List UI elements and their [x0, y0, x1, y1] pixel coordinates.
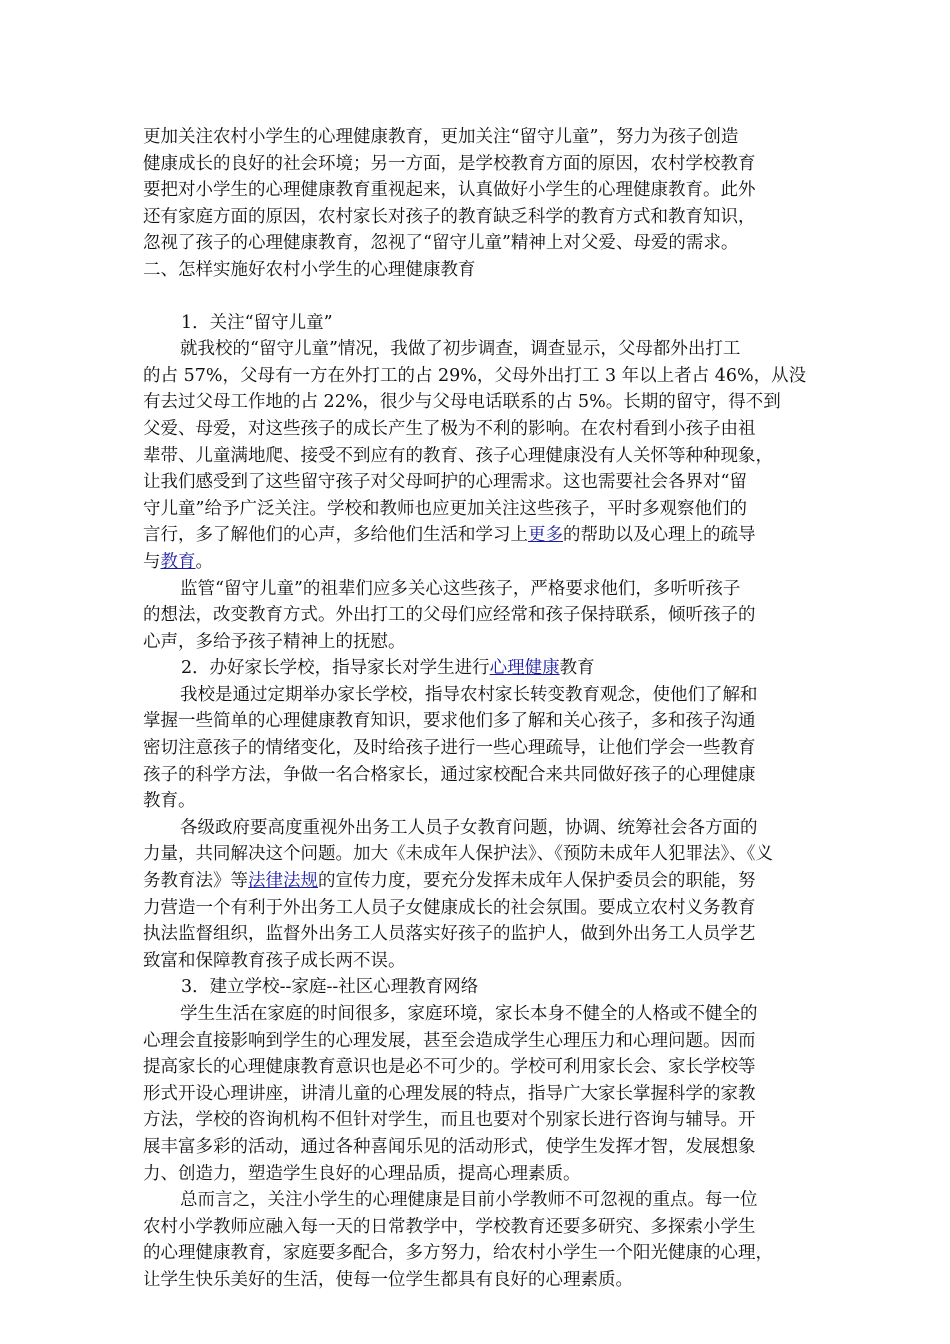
text-line: 健康成长的良好的社会环境；另一方面，是学校教育方面的原因，农村学校教育	[143, 153, 756, 174]
text-line: 守儿童”给予广泛关注。学校和教师也应更加关注这些孩子，平时多观察他们的	[143, 498, 747, 519]
text-segment: 与	[143, 551, 161, 572]
laws-link[interactable]: 法律法规	[248, 871, 318, 892]
text-line: 教育。	[143, 791, 196, 812]
text-line: 执法监督组织，监督外出务工人员落实好孩子的监护人，做到外出务工人员学艺	[143, 924, 756, 945]
subsection-title-3: 3．建立学校--家庭--社区心理教育网络	[181, 977, 479, 998]
education-link[interactable]: 教育	[160, 551, 196, 572]
text-line: 总而言之，关注小学生的心理健康是目前小学教师不可忽视的重点。每一位	[180, 1190, 758, 1211]
text-line: 心理会直接影响到学生的心理发展，甚至会造成学生心理压力和心理问题。因而	[143, 1030, 756, 1051]
text-line: 有去过父母工作地的占 22%，很少与父母电话联系的占 5%。长期的留守，得不到	[143, 392, 781, 413]
text-line: 形式开设心理讲座，讲清儿童的心理发展的特点，指导广大家长掌握科学的家教	[143, 1083, 756, 1104]
text-line: 致富和保障教育孩子成长两不误。	[143, 950, 406, 971]
paragraph-left-behind-survey	[143, 336, 811, 575]
text-line: 的占 57%，父母有一方在外打工的占 29%，父母外出打工 3 年以上者占 46%，从没	[143, 365, 807, 386]
subsection-title-1: 1．关注“留守儿童”	[181, 312, 333, 333]
text-line	[143, 549, 811, 576]
text-line: 辈带、儿童满地爬、接受不到应有的教育、孩子心理健康没有人关怀等种种现象，	[143, 445, 773, 466]
text-segment: 言行，多了解他们的心声，多给他们生活和学习上	[143, 525, 528, 546]
text-line: 学生生活在家庭的时间很多，家庭环境，家长本身不健全的人格或不健全的	[180, 1004, 758, 1024]
text-line: 力量，共同解决这个问题。加大《未成年人保护法》、《预防未成年人犯罪法》、《义	[143, 844, 773, 865]
text-line: 我校是通过定期举办家长学校，指导农村家长转变教育观念，使他们了解和	[180, 684, 758, 705]
text-line: 让学生快乐美好的生活，使每一位学生都具有良好的心理素质。	[143, 1269, 633, 1290]
paragraph-parent-school	[143, 682, 811, 815]
text-line: 忽视了孩子的心理健康教育，忽视了“留守儿童”精神上对父爱、母爱的需求。	[143, 233, 739, 254]
intro-paragraph	[143, 124, 811, 257]
paragraph-government	[143, 815, 811, 975]
text-line: 父爱、母爱，对这些孩子的成长产生了极为不利的影响。在农村看到小孩子由祖	[143, 418, 756, 439]
text-line: 的心理健康教育，家庭要多配合，多方努力，给农村小学生一个阳光健康的心理，	[143, 1243, 773, 1264]
text-line	[143, 868, 811, 895]
text-line: 监管“留守儿童”的祖辈们应多关心这些孩子，严格要求他们，多听听孩子	[180, 578, 741, 599]
text-line: 让我们感受到了这些留守孩子对父母呵护的心理需求。这也需要社会各界对“留	[143, 472, 747, 493]
text-line: 展丰富多彩的活动，通过各种喜闻乐见的活动形式，使学生发挥才智，发展想象	[143, 1136, 756, 1157]
text-segment: 教育	[559, 658, 595, 679]
text-segment: 的宣传力度，要充分发挥未成年人保护委员会的职能，努	[318, 871, 756, 892]
text-segment: 。	[195, 551, 213, 572]
text-segment: 务教育法》等	[143, 871, 248, 892]
text-line: 更加关注农村小学生的心理健康教育，更加关注“留守儿童”，努力为孩子创造	[143, 127, 739, 147]
text-line: 农村小学教师应融入每一天的日常教学中，学校教育还要多研究、多探索小学生	[143, 1216, 756, 1237]
paragraph-network	[143, 1001, 811, 1187]
paragraph-conclusion	[143, 1187, 811, 1293]
text-line	[143, 522, 811, 549]
section-heading: 二、怎样实施好农村小学生的心理健康教育	[143, 259, 476, 280]
text-line: 方法，学校的咨询机构不但针对学生，而且也要对个别家长进行咨询与辅导。开	[143, 1110, 756, 1131]
subsection-title-2	[143, 655, 811, 682]
more-link[interactable]: 更多	[528, 525, 563, 546]
text-line: 要把对小学生的心理健康教育重视起来，认真做好小学生的心理健康教育。此外	[143, 180, 756, 201]
text-line: 孩子的科学方法，争做一名合格家长，通过家校配合来共同做好孩子的心理健康	[143, 764, 756, 785]
text-line: 心声，多给予孩子精神上的抚慰。	[143, 631, 406, 652]
text-line: 密切注意孩子的情绪变化，及时给孩子进行一些心理疏导，让他们学会一些教育	[143, 738, 756, 759]
paragraph-grandparents	[143, 576, 811, 656]
text-line: 力营造一个有利于外出务工人员子女健康成长的社会氛围。要成立农村义务教育	[143, 897, 756, 918]
text-line: 各级政府要高度重视外出务工人员子女教育问题，协调、统筹社会各方面的	[180, 817, 758, 838]
mental-health-link[interactable]: 心理健康	[489, 658, 560, 679]
text-line: 就我校的“留守儿童”情况，我做了初步调查，调查显示，父母都外出打工	[180, 339, 741, 360]
text-line: 掌握一些简单的心理健康教育知识，要求他们多了解和关心孩子，多和孩子沟通	[143, 711, 756, 732]
text-segment: 的帮助以及心理上的疏导	[563, 525, 756, 546]
text-line: 提高家长的心理健康教育意识也是必不可少的。学校可利用家长会、家长学校等	[143, 1057, 756, 1078]
blank-line	[143, 284, 811, 310]
text-segment: 2．办好家长学校，指导家长对学生进行	[181, 658, 490, 679]
text-line: 力、创造力，塑造学生良好的心理品质，提高心理素质。	[143, 1163, 581, 1184]
text-line: 的想法，改变教育方式。外出打工的父母们应经常和孩子保持联系，倾听孩子的	[143, 605, 756, 626]
text-line: 还有家庭方面的原因，农村家长对孩子的教育缺乏科学的教育方式和教育知识，	[143, 206, 756, 227]
document-page	[143, 124, 811, 1294]
